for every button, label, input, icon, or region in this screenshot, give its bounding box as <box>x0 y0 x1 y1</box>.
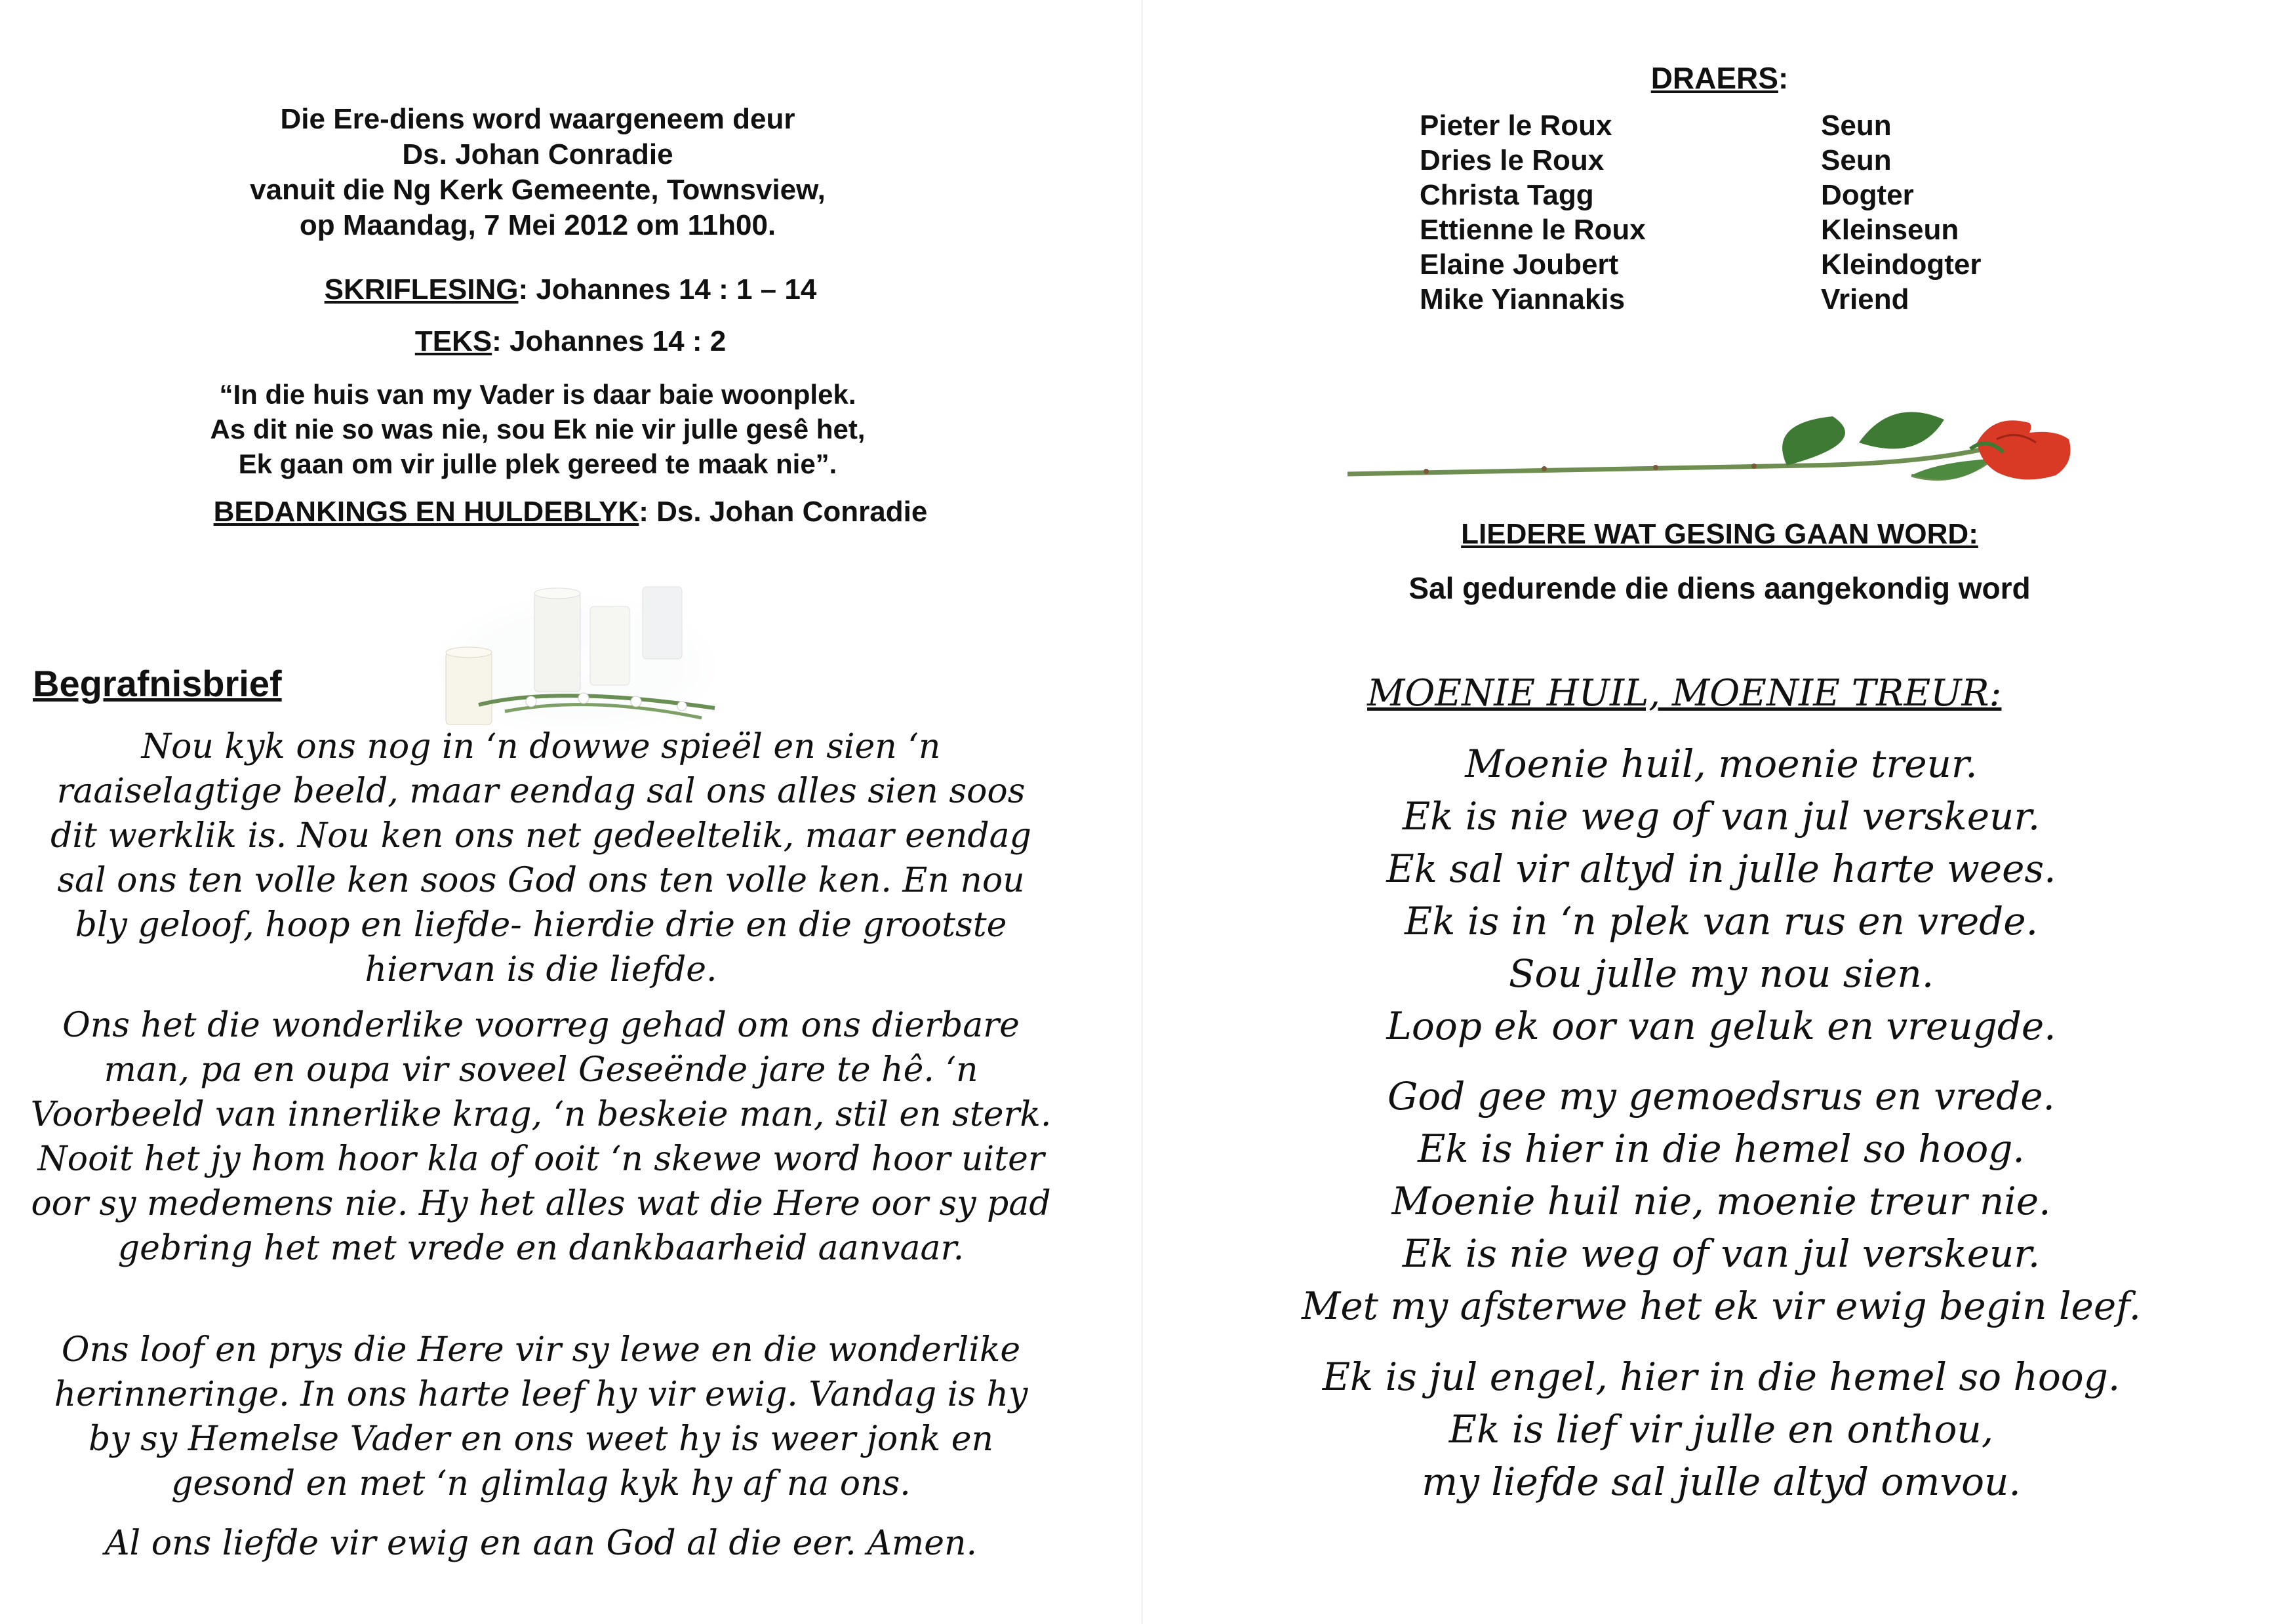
service-line: Ds. Johan Conradie <box>402 138 673 170</box>
letter-paragraph: Nou kyk ons nog in ‘n dowwe spieël en sien ‘n raaiselagtige beeld, maar eendag sal ons alles sien soos dit werklik is. Nou ken ons net gedeeltelik, maar eendag sal ons ten volle ken soos God ons ten volle ken. En nou bly geloof, hoop en liefde- hierdie drie en die grootste hiervan is die liefde. <box>50 727 1031 989</box>
pallbearer-relation: Dogter <box>1821 179 1914 211</box>
text-value: : Johannes 14 : 2 <box>492 325 727 357</box>
pallbearers-table <box>1420 108 1981 317</box>
poem-line: my liefde sal julle altyd omvou. <box>1422 1459 2021 1504</box>
poem-line: Loop ek oor van geluk en vreugde. <box>1386 1004 2056 1048</box>
left-page <box>0 0 1141 1624</box>
service-line: op Maandag, 7 Mei 2012 om 11h00. <box>299 209 776 241</box>
poem-line: Ek is in ‘n plek van rus en vrede. <box>1404 899 2039 943</box>
pallbearer-relation: Kleinseun <box>1821 214 1959 246</box>
text-label: TEKS <box>414 325 492 357</box>
scripture-value: : Johannes 14 : 1 – 14 <box>518 273 817 306</box>
letter-paragraph: Ons het die wonderlike voorreg gehad om ons dierbare man, pa en oupa vir soveel Geseënde jare te hê. ‘n Voorbeeld van innerlike krag, ‘n beskeie man, stil en sterk. Nooit het jy hom hoor kla of ooit ‘n skewe word hoor uiter oor sy medemens nie. Hy het alles wat die Here oor sy pad gebring het met vrede en dankbaarheid aanvaar. <box>30 1006 1052 1268</box>
poem-stanza <box>1170 1070 2272 1332</box>
poem-title: MOENIE HUIL, MOENIE TREUR: <box>1367 672 2002 715</box>
scripture-quote <box>131 377 944 481</box>
pallbearer-name: Christa Tagg <box>1420 179 1594 211</box>
quote-line: As dit nie so was nie, sou Ek nie vir julle gesê het, <box>210 414 866 445</box>
pallbearer-name: Elaine Joubert <box>1420 248 1619 281</box>
pallbearer-name: Pieter le Roux <box>1420 109 1612 142</box>
poem-line: Ek is nie weg of van jul verskeur. <box>1402 794 2041 839</box>
poem-line: Met my afsterwe het ek vir ewig begin leef. <box>1301 1284 2142 1328</box>
poem-line: Ek is jul engel, hier in die hemel so hoog. <box>1322 1355 2121 1399</box>
tributes-value: : Ds. Johan Conradie <box>639 496 928 528</box>
pallbearer-name: Mike Yiannakis <box>1420 283 1626 315</box>
pallbearer-relation: Seun <box>1821 109 1892 142</box>
quote-line: Ek gaan om vir julle plek gereed te maak nie”. <box>238 448 837 479</box>
rose-illustration <box>1347 403 2088 502</box>
poem-line: Moenie huil nie, moenie treur nie. <box>1391 1179 2051 1223</box>
letter-paragraph: Ons loof en prys die Here vir sy lewe en die wonderlike herinneringe. In ons harte leef hy vir ewig. Vandag is hy by sy Hemelse Vader en ons weet hy is weer jonk en gesond en met ‘n glimlag kyk hy af na ons. <box>54 1330 1028 1503</box>
scripture-reading <box>0 273 1141 306</box>
pallbearers-title-colon: : <box>1778 61 1789 95</box>
service-details <box>197 102 879 243</box>
poem-line: Ek is lief vir julle en onthou, <box>1448 1407 1994 1452</box>
poem-stanza <box>1170 1351 2272 1508</box>
poem-line: Ek is nie weg of van jul verskeur. <box>1402 1231 2041 1276</box>
pallbearer-relation: Kleindogter <box>1821 248 1982 281</box>
candles-illustration <box>426 554 728 738</box>
quote-line: “In die huis van my Vader is daar baie woonplek. <box>219 379 856 410</box>
poem-stanza <box>1170 738 2272 1052</box>
poem-line: Ek sal vir altyd in julle harte wees. <box>1386 846 2056 891</box>
table-row <box>1420 108 1981 143</box>
pallbearer-name: Ettienne le Roux <box>1420 214 1646 246</box>
pallbearer-relation: Vriend <box>1821 283 1909 315</box>
letter-title: Begrafnisbrief <box>33 663 282 704</box>
service-line: vanuit die Ng Kerk Gemeente, Townsview, <box>250 174 826 206</box>
pallbearers-title <box>1144 60 2295 96</box>
table-row <box>1420 247 1981 282</box>
songs-title: LIEDERE WAT GESING GAAN WORD: <box>1461 518 1978 550</box>
pallbearer-name: Dries le Roux <box>1420 144 1605 176</box>
page-fold <box>1142 0 1143 1624</box>
table-row <box>1420 178 1981 212</box>
songs-note: Sal gedurende die diens aangekondig word <box>1408 571 2031 605</box>
table-row <box>1420 143 1981 178</box>
poem-line: God gee my gemoedsrus en vrede. <box>1387 1074 2055 1119</box>
scripture-label: SKRIFLESING <box>324 273 519 306</box>
pallbearers-title-text: DRAERS <box>1650 61 1778 95</box>
right-page <box>1144 0 2295 1624</box>
pallbearer-relation: Seun <box>1821 144 1892 176</box>
poem-line: Ek is hier in die hemel so hoog. <box>1418 1126 2025 1171</box>
tributes-label: BEDANKINGS EN HULDEBLYK <box>213 496 639 528</box>
poem-line: Moenie huil, moenie treur. <box>1465 742 1978 786</box>
poem-line: Sou julle my nou sien. <box>1508 951 1934 996</box>
table-row <box>1420 282 1981 317</box>
service-line: Die Ere-diens word waargeneem deur <box>280 103 795 135</box>
letter-paragraph: Al ons liefde vir ewig en aan God al die eer. Amen. <box>105 1524 977 1563</box>
text-reference <box>0 325 1141 358</box>
tributes-line <box>0 496 1141 528</box>
table-row <box>1420 212 1981 247</box>
